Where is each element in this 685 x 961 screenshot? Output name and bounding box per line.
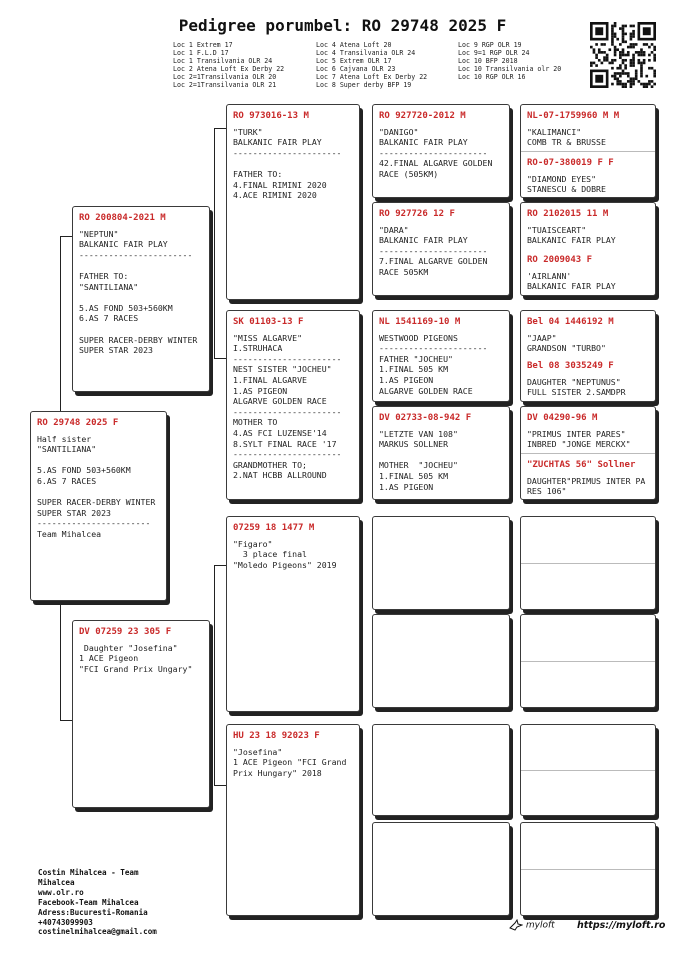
gen5-pair-card	[520, 202, 656, 296]
contact-line[interactable]: www.olr.ro	[38, 887, 84, 897]
card-line: "PRIMUS INTER PARES"	[527, 428, 626, 439]
connector	[214, 565, 215, 785]
card-line: ----------------------	[233, 449, 342, 460]
result-line: Loc 8 Super derby BFP 19	[316, 80, 412, 89]
card-line: DAUGHTER"PRIMUS INTER PA	[527, 475, 646, 486]
page-title: Pedigree porumbel: RO 29748 2025 F	[178, 16, 507, 35]
empty-card	[372, 822, 510, 916]
card-line: 1 ACE Pigeon	[79, 653, 139, 664]
result-line: Loc 1 F.L.D 17	[173, 48, 229, 57]
result-line: Loc 5 Extrem OLR 17	[316, 56, 392, 65]
ring-number: DV 07259 23 305 F	[79, 627, 172, 637]
card-line: "DANIGO"	[379, 126, 419, 137]
result-line: Loc 2=1Transilvania OLR 21	[173, 80, 277, 89]
card-line: 1.FINAL ALGARVE	[233, 374, 307, 385]
website-link[interactable]: https://myloft.ro	[577, 920, 666, 931]
card-line: 6.AS 7 RACES	[37, 475, 97, 486]
gen5-entry	[521, 453, 655, 497]
great-grandparent-card	[372, 310, 510, 402]
ring-number: RO 2102015 11 M	[527, 209, 609, 219]
card-line: BALKANIC FAIR PLAY	[379, 137, 468, 148]
card-line: "LETZTE VAN 108"	[379, 428, 458, 439]
result-line: Loc 9=1 RGP OLR 24	[458, 48, 530, 57]
card-line: 'AIRLANN'	[527, 270, 572, 281]
grandparent-card	[226, 104, 360, 300]
card-line: 4.FINAL RIMINI 2020	[233, 179, 327, 190]
gen5-pair-card	[520, 104, 656, 198]
grandparent-card	[226, 310, 360, 500]
great-grandparent-card	[372, 104, 510, 198]
card-line: Prix Hungary" 2018	[233, 767, 322, 778]
card-line: "SANTILIANA"	[37, 444, 97, 455]
contact-info	[38, 868, 157, 937]
contact-line: Mihalcea	[38, 877, 75, 887]
results-col-3	[458, 42, 561, 82]
card-line	[79, 324, 203, 335]
result-line: Loc 2=1Transilvania OLR 20	[173, 72, 277, 81]
result-line: Loc 9 RGP OLR 19	[458, 41, 522, 49]
card-line: ----------------------	[379, 147, 488, 158]
card-line: SUPER RACER-DERBY WINTER	[79, 334, 198, 345]
empty-card	[372, 614, 510, 708]
card-line: 6.AS 7 RACES	[79, 313, 139, 324]
card-line: Daughter "Josefina"	[79, 642, 178, 653]
great-grandparent-card	[372, 202, 510, 296]
connector	[214, 358, 226, 359]
ring-number: RO 927720-2012 M	[379, 111, 466, 121]
great-grandparent-card	[372, 406, 510, 500]
card-line: FULL SISTER 2.SAMDPR	[527, 387, 626, 398]
card-line: ALGARVE GOLDEN RACE	[233, 396, 327, 407]
empty-pair-card	[520, 724, 656, 816]
card-line: MARKUS SOLLNER	[379, 439, 449, 450]
card-line: -----------------------	[79, 249, 193, 260]
card-line: 4.AS FCI LUZENSE'14	[233, 427, 327, 438]
card-line	[79, 260, 203, 271]
ring-number: NL-07-1759960 M M	[527, 111, 620, 121]
empty-card	[372, 516, 510, 610]
card-line: "Figaro"	[233, 538, 273, 549]
card-line: "Josefina"	[233, 746, 283, 757]
empty-pair-card	[520, 516, 656, 610]
result-line: Loc 1 Transilvania OLR 24	[173, 56, 273, 65]
gen5-entry	[521, 407, 655, 453]
card-line: 8.SYLT FINAL RACE '17	[233, 438, 337, 449]
card-line: ALGARVE GOLDEN RACE	[379, 385, 473, 396]
empty-pair-card	[520, 614, 656, 708]
card-line: 1.AS PIGEON	[379, 374, 434, 385]
ring-number: Bel 04 1446192 M	[527, 317, 614, 327]
card-line	[37, 487, 160, 498]
card-line: 1.AS PIGEON	[233, 385, 288, 396]
contact-line: Adress:Bucuresti-Romania	[38, 907, 148, 917]
card-line: 1 ACE Pigeon "FCI Grand	[233, 757, 347, 768]
card-line	[79, 292, 203, 303]
ring-number: RO 200804-2021 M	[79, 213, 166, 223]
myloft-logo	[509, 919, 555, 931]
dam-card	[72, 620, 210, 808]
card-line: ----------------------	[233, 353, 342, 364]
card-line: "DARA"	[379, 224, 409, 235]
gen5-entry	[521, 355, 655, 398]
card-line: ----------------------	[233, 406, 342, 417]
card-line: 5.AS FOND 503+560KM	[79, 302, 173, 313]
card-line: RACE (505KM)	[379, 168, 439, 179]
empty-card	[372, 724, 510, 816]
card-line: "KALIMANCI"	[527, 126, 582, 137]
card-line: BALKANIC FAIR PLAY	[527, 235, 616, 246]
card-line: BALKANIC FAIR PLAY	[233, 137, 322, 148]
ring-number: RO-07-380019 F F	[527, 158, 614, 168]
contact-line: Costin Mihalcea - Team	[38, 868, 139, 877]
card-line: DAUGHTER "NEPTUNUS"	[527, 376, 621, 387]
card-line: 1.FINAL 505 KM	[379, 470, 449, 481]
ring-number: Bel 08 3035249 F	[527, 361, 614, 371]
card-line: SUPER STAR 2023	[37, 507, 111, 518]
gen5-entry	[521, 105, 655, 151]
card-line: ----------------------	[233, 147, 342, 158]
connector	[60, 236, 72, 237]
card-line: "JAAP"	[527, 332, 557, 343]
card-line: ----------------------	[379, 343, 488, 354]
card-line: 4.ACE RIMINI 2020	[233, 190, 317, 201]
connector	[214, 785, 226, 786]
card-line: I.STRUHACA	[233, 343, 283, 354]
card-line: WESTWOOD PIGEONS	[379, 332, 458, 343]
ring-number: DV 02733-08-942 F	[379, 413, 472, 423]
card-line: INBRED "JONGE MERCKX"	[527, 439, 631, 450]
sire-card	[72, 206, 210, 392]
gen5-pair-card	[520, 310, 656, 402]
card-line: RES 106"	[527, 486, 567, 497]
card-line: 1.AS PIGEON	[379, 481, 434, 492]
card-line: 7.FINAL ALGARVE GOLDEN	[379, 256, 488, 267]
contact-line: +40743099903	[38, 917, 93, 927]
grandparent-card	[226, 516, 360, 712]
gen5-entry	[521, 311, 655, 355]
card-line: "SANTILIANA"	[79, 281, 139, 292]
ring-number: RO 2009043 F	[527, 255, 593, 265]
card-line: 1.FINAL 505 KM	[379, 364, 449, 375]
connector	[60, 720, 72, 721]
ring-number: DV 04290-96 M	[527, 413, 598, 423]
ring-number: RO 973016-13 M	[233, 111, 309, 121]
card-line: "TURK"	[233, 126, 263, 137]
ring-number: "ZUCHTAS 56" Sollner	[527, 460, 636, 470]
card-line: 5.AS FOND 503+560KM	[37, 465, 131, 476]
ring-number: NL 1541169-10 M	[379, 317, 461, 327]
card-line: FATHER TO:	[233, 168, 283, 179]
ring-number: 07259 18 1477 M	[233, 523, 315, 533]
result-line: Loc 7 Atena Loft Ex Derby 22	[316, 72, 428, 81]
card-line	[379, 450, 503, 461]
result-line: Loc 10 BFP 2018	[458, 56, 518, 65]
card-line: ----------------------	[379, 245, 488, 256]
ring-number: SK 01103-13 F	[233, 317, 304, 327]
contact-line[interactable]: costinelmihalcea@gmail.com	[38, 927, 157, 937]
connector	[214, 128, 215, 358]
result-line: Loc 4 Atena Loft 20	[316, 41, 392, 49]
card-line: GRANDSON "TURBO"	[527, 343, 606, 354]
subject-card	[30, 411, 167, 601]
card-line: NEST SISTER "JOCHEU"	[233, 364, 332, 375]
card-line: Half sister	[37, 433, 92, 444]
result-line: Loc 4 Transilvania OLR 24	[316, 48, 416, 57]
card-line: COMB TR & BRUSSE	[527, 137, 606, 148]
card-line: BALKANIC FAIR PLAY	[79, 239, 168, 250]
card-line: 3 place final	[233, 549, 307, 560]
gen5-entry	[521, 151, 655, 195]
connector	[214, 565, 226, 566]
card-line: 2.NAT HCBB ALLROUND	[233, 470, 327, 481]
card-line: "TUAISCEART"	[527, 224, 587, 235]
result-line: Loc 10 Transilvania olr 20	[458, 64, 562, 73]
gen5-entry	[521, 249, 655, 292]
card-line: Team Mihalcea	[37, 528, 102, 539]
card-line: -----------------------	[37, 518, 151, 529]
card-line: SUPER RACER-DERBY WINTER	[37, 497, 156, 508]
ring-number: HU 23 18 92023 F	[233, 731, 320, 741]
card-line: RACE 505KM	[379, 266, 429, 277]
results-col-2	[316, 42, 427, 89]
results-col-1	[173, 42, 284, 89]
card-line	[37, 455, 160, 466]
card-line: BALKANIC FAIR PLAY	[527, 281, 616, 292]
card-line: MOTHER TO	[233, 417, 278, 428]
result-line: Loc 6 Cajvana OLR 23	[316, 64, 396, 73]
empty-pair-card	[520, 822, 656, 916]
card-line: FATHER TO:	[79, 270, 129, 281]
gen5-pair-card	[520, 406, 656, 500]
card-line: 42.FINAL ALGARVE GOLDEN	[379, 158, 493, 169]
connector	[214, 128, 226, 129]
card-line: FATHER "JOCHEU"	[379, 353, 453, 364]
gen5-entry	[521, 203, 655, 249]
contact-line: Facebook-Team Mihalcea	[38, 897, 139, 907]
pigeon-icon	[509, 919, 523, 931]
result-line: Loc 10 RGP OLR 16	[458, 72, 526, 81]
ring-number: RO 29748 2025 F	[37, 418, 119, 428]
card-line: "DIAMOND EYES"	[527, 173, 597, 184]
card-line: SUPER STAR 2023	[79, 345, 153, 356]
card-line: "MISS ALGARVE"	[233, 332, 303, 343]
grandparent-card	[226, 724, 360, 916]
card-line: "FCI Grand Prix Ungary"	[79, 663, 193, 674]
result-line: Loc 1 Extrem 17	[173, 41, 233, 49]
ring-number: RO 927726 12 F	[379, 209, 455, 219]
card-line: GRANDMOTHER TO;	[233, 459, 307, 470]
card-line: "Moledo Pigeons" 2019	[233, 559, 337, 570]
card-line	[233, 158, 353, 169]
qr-code	[590, 22, 656, 88]
card-line: BALKANIC FAIR PLAY	[379, 235, 468, 246]
card-line: "NEPTUN"	[79, 228, 119, 239]
card-line: STANESCU & DOBRE	[527, 184, 606, 195]
result-line: Loc 2 Atena Loft Ex Derby 22	[173, 64, 285, 73]
card-line: MOTHER "JOCHEU"	[379, 460, 458, 471]
logo-text: myloft	[525, 920, 555, 931]
